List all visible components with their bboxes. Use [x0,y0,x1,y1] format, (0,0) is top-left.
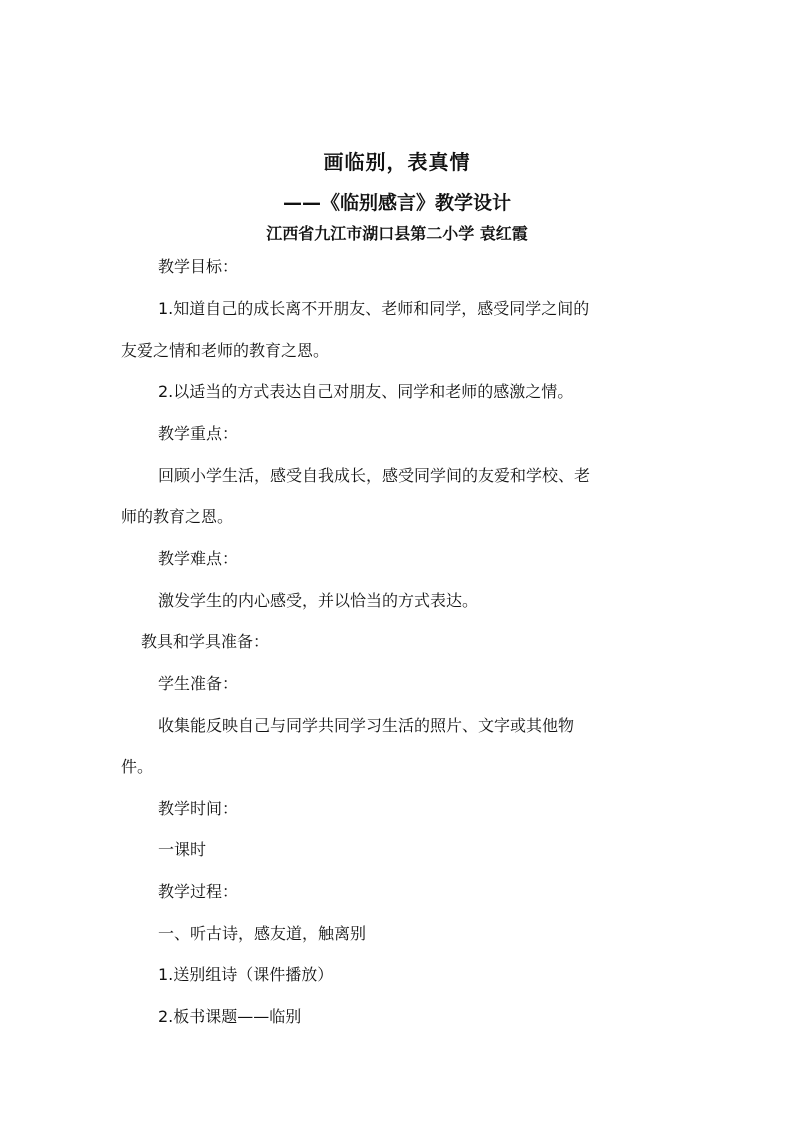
document-subtitle: ——《临别感言》教学设计 [282,192,511,214]
paragraph-line: 2.以适当的方式表达自己对朋友、同学和老师的感激之情。 [158,382,574,401]
heading-materials: 教具和学具准备： [141,632,270,651]
paragraph-line: 一、听古诗，感友道，触离别 [158,924,367,943]
paragraph-line: 件。 [121,757,154,776]
heading-student-prep: 学生准备： [158,674,239,693]
paragraph-line: 收集能反映自己与同学共同学习生活的照片、文字或其他物 [158,716,575,735]
paragraph-line: 激发学生的内心感受，并以恰当的方式表达。 [158,591,479,610]
document-author: 江西省九江市湖口县第二小学 袁红霞 [266,224,528,243]
paragraph-line: 一课时 [158,840,207,859]
paragraph-line: 1.知道自己的成长离不开朋友、老师和同学，感受同学之间的 [158,299,590,318]
paragraph-line: 回顾小学生活，感受自我成长，感受同学间的友爱和学校、老 [158,466,591,485]
heading-key-points: 教学重点： [158,424,239,443]
paragraph-line: 1.送别组诗（课件播放） [158,965,334,984]
heading-time: 教学时间： [158,799,239,818]
heading-process: 教学过程： [158,882,239,901]
paragraph-line: 师的教育之恩。 [121,507,234,526]
heading-difficulties: 教学难点： [158,549,239,568]
paragraph-line: 2.板书课题——临别 [158,1007,302,1026]
document-title: 画临别，表真情 [323,150,471,174]
heading-objectives: 教学目标： [158,257,239,276]
paragraph-line: 友爱之情和老师的教育之恩。 [121,341,330,360]
